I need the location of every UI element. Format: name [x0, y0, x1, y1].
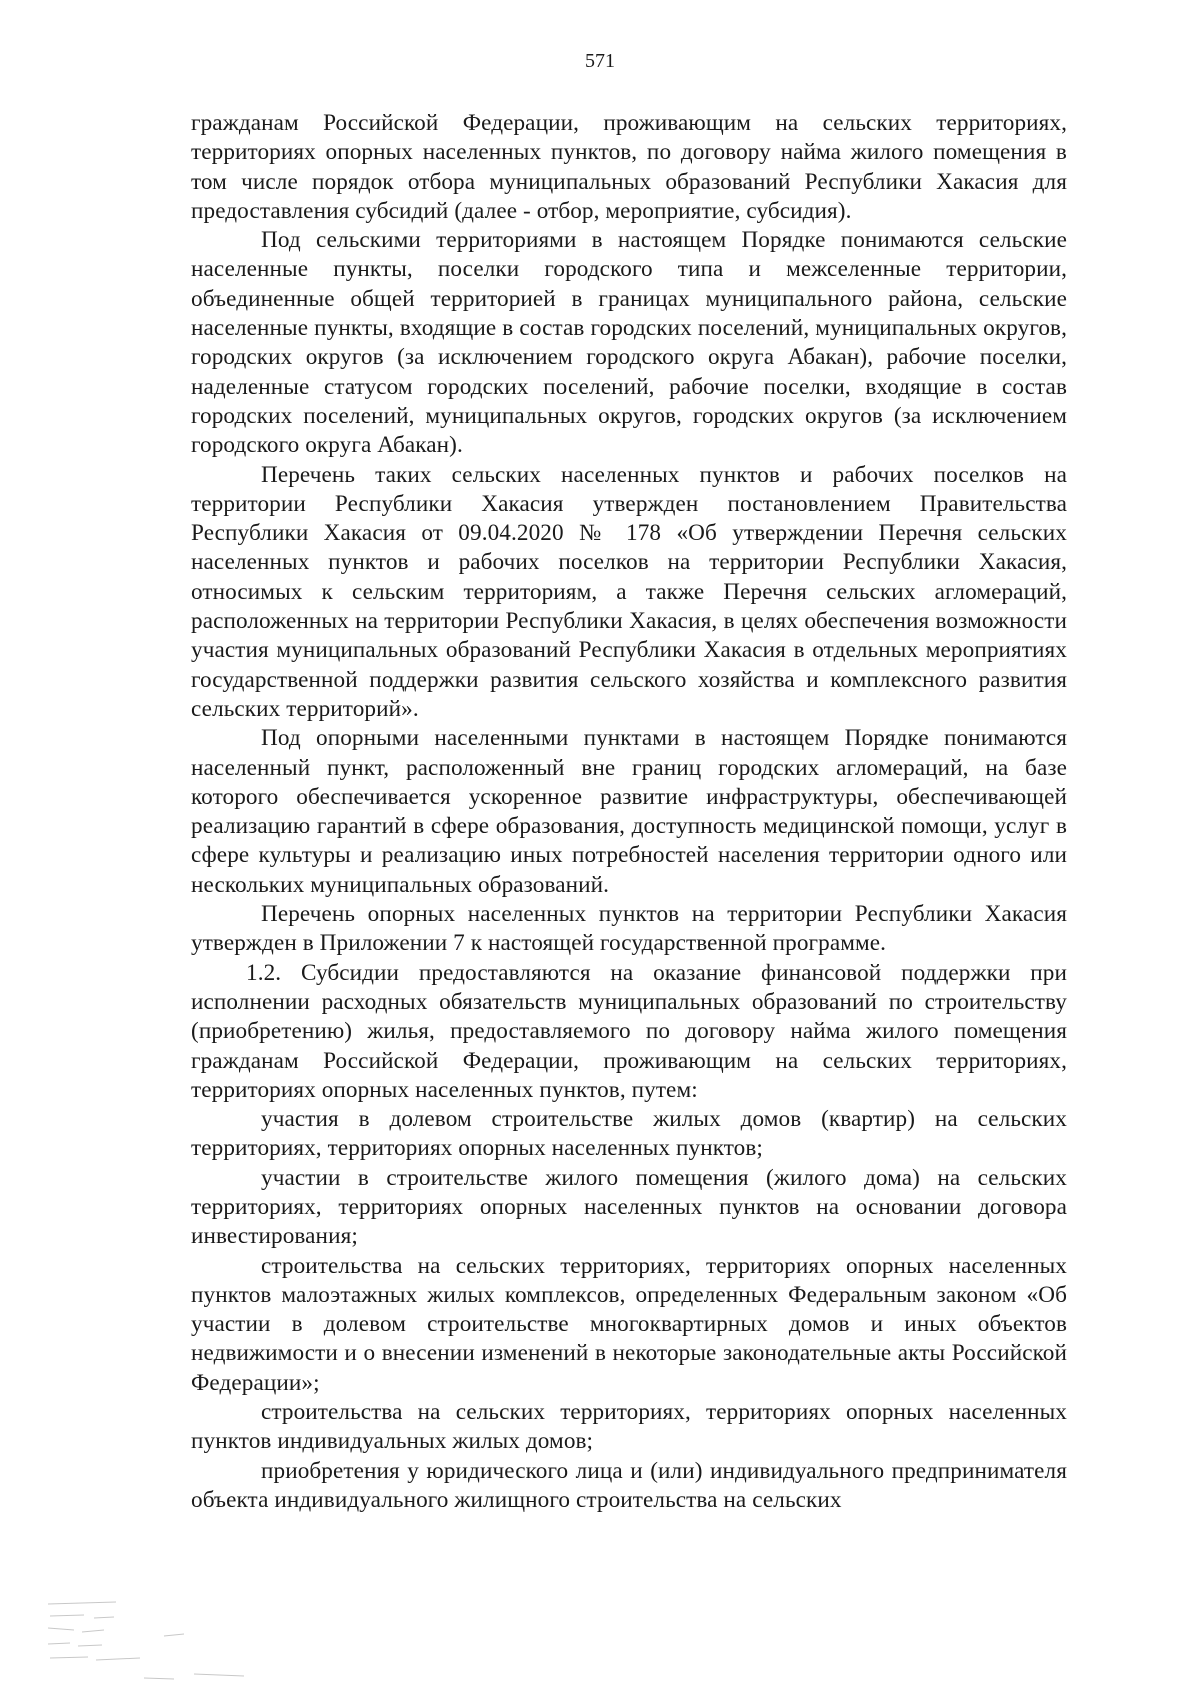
paragraph: Под опорными населенными пунктами в настоящем Порядке понимаются населенный пункт, расположенный вне границ городских агломераций, на базе которого обеспечивается ускоренное развитие инфраструктуры, обеспечивающей реализацию гарантий в сфере образования, доступность медицинской помощи, услуг в сфере культуры и реализацию иных потребностей населения территории одного или нескольких муниципальных образований. — [191, 725, 1067, 898]
paragraph: 1.2. Субсидии предоставляются на оказание финансовой поддержки при исполнении расходных обязательств муниципальных образований по строительству (приобретению) жилья, предоставляемого по договору найма жилого помещения гражданам Российской Федерации, проживающим на сельских территориях, территориях опорных населенных пунктов, путем: — [191, 959, 1067, 1103]
paragraph: Перечень таких сельских населенных пунктов и рабочих поселков на территории Республики Хакасия утвержден постановлением Правительства Республики Хакасия от 09.04.2020 № 178 «Об утверждении Перечня сельских населенных пунктов и рабочих поселков на территории Республики Хакасия, относимых к сельским территориям, а также Перечня сельских агломераций, расположенных на территории Республики Хакасия, в целях обеспечения возможности участия муниципальных образований Республики Хакасия в отдельных мероприятиях государственной поддержки развития сельского хозяйства и комплексного развития сельских территорий». — [191, 461, 1067, 722]
scan-artifact — [44, 1596, 254, 1686]
paragraph: Под сельскими территориями в настоящем Порядке понимаются сельские населенные пункты, поселки городского типа и межселенные территории, объединенные общей территорией в границах муниципального района, сельские населенные пункты, входящие в состав городских поселений, муниципальных округов, городских округов (за исключением городского округа Абакан), рабочие поселки, наделенные статусом городских поселений, рабочие поселки, входящие в состав городских поселений, муниципальных округов, городских округов (за исключением городского округа Абакан). — [191, 227, 1067, 459]
list-item: строительства на сельских территориях, территориях опорных населенных пунктов малоэтажных жилых комплексов, определенных Федеральным законом «Об участии в долевом строительстве многоквартирных домов и иных объектов недвижимости и о внесении изменений в некоторые законодательные акты Российской Федерации»; — [191, 1252, 1067, 1396]
list-item: приобретения у юридического лица и (или) индивидуального предпринимателя объекта индивидуального жилищного строительства на сельских — [191, 1457, 1067, 1513]
list-item: строительства на сельских территориях, территориях опорных населенных пунктов индивидуальных жилых домов; — [191, 1399, 1067, 1455]
page-number: 571 — [585, 50, 615, 72]
list-item: участии в строительстве жилого помещения (жилого дома) на сельских территориях, территориях опорных населенных пунктов на основании договора инвестирования; — [191, 1164, 1067, 1250]
document-body — [191, 109, 1067, 1515]
paragraph: гражданам Российской Федерации, проживающим на сельских территориях, территориях опорных населенных пунктов, по договору найма жилого помещения в том числе порядок отбора муниципальных образований Республики Хакасия для предоставления субсидий (далее - отбор, мероприятие, субсидия). — [191, 110, 1067, 224]
list-item: участия в долевом строительстве жилых домов (квартир) на сельских территориях, территориях опорных населенных пунктов; — [191, 1106, 1067, 1162]
paragraph: Перечень опорных населенных пунктов на территории Республики Хакасия утвержден в Приложении 7 к настоящей государственной программе. — [191, 901, 1067, 957]
